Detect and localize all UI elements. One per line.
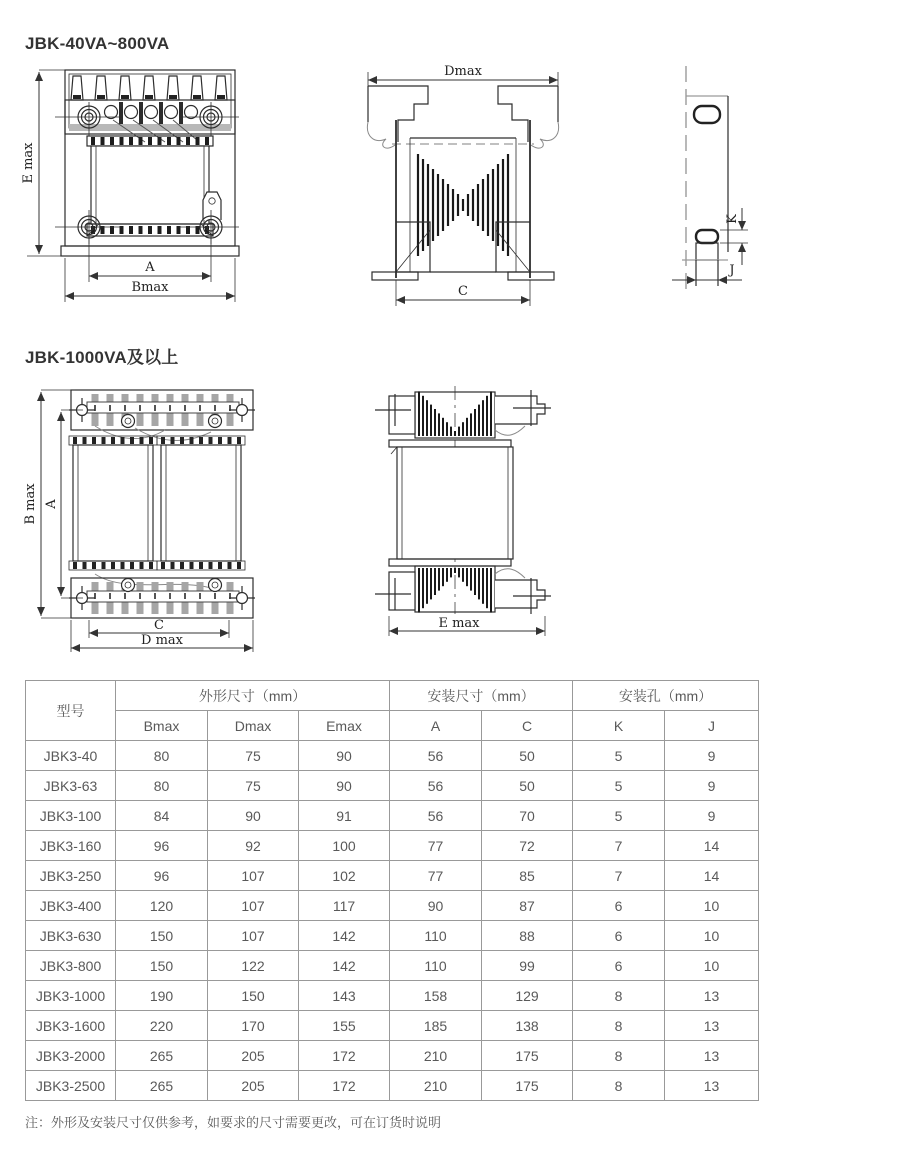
bottom-flange bbox=[389, 559, 511, 566]
top-bracket-left bbox=[375, 394, 415, 434]
value-cell: 91 bbox=[299, 801, 390, 831]
model-cell: JBK3-160 bbox=[26, 831, 116, 861]
value-cell: 143 bbox=[299, 981, 390, 1011]
value-cell: 13 bbox=[665, 1041, 759, 1071]
dim-dmax bbox=[368, 64, 558, 86]
winding-hatch bbox=[418, 154, 508, 256]
value-cell: 7 bbox=[573, 831, 665, 861]
value-cell: 80 bbox=[116, 771, 208, 801]
dim-k bbox=[720, 208, 748, 265]
dim-label-c: C bbox=[154, 618, 164, 633]
model-cell: JBK3-63 bbox=[26, 771, 116, 801]
top-flange bbox=[389, 440, 511, 447]
dim-a bbox=[89, 238, 211, 282]
lower-slot-hole bbox=[696, 230, 718, 243]
value-cell: 96 bbox=[116, 831, 208, 861]
value-cell: 75 bbox=[208, 771, 299, 801]
dim-label-a: A bbox=[145, 260, 155, 275]
value-cell: 77 bbox=[390, 831, 482, 861]
value-cell: 107 bbox=[208, 891, 299, 921]
top-bracket-right bbox=[498, 86, 559, 148]
bottom-bracket-left bbox=[375, 572, 415, 610]
value-cell: 110 bbox=[390, 921, 482, 951]
value-cell: 13 bbox=[665, 1071, 759, 1101]
model-cell: JBK3-2500 bbox=[26, 1071, 116, 1101]
value-cell: 9 bbox=[665, 741, 759, 771]
terminal-pins bbox=[71, 76, 227, 100]
value-cell: 158 bbox=[390, 981, 482, 1011]
coil-cylinder bbox=[397, 447, 513, 559]
value-cell: 210 bbox=[390, 1071, 482, 1101]
value-cell: 50 bbox=[482, 771, 573, 801]
value-cell: 70 bbox=[482, 801, 573, 831]
value-cell: 265 bbox=[116, 1041, 208, 1071]
table-body bbox=[26, 741, 759, 1101]
header-c: C bbox=[482, 711, 573, 741]
value-cell: 10 bbox=[665, 921, 759, 951]
dim-label-bmax: B max bbox=[23, 483, 38, 525]
value-cell: 150 bbox=[208, 981, 299, 1011]
value-cell: 10 bbox=[665, 951, 759, 981]
value-cell: 5 bbox=[573, 801, 665, 831]
dim-emax bbox=[389, 616, 545, 636]
model-cell: JBK3-630 bbox=[26, 921, 116, 951]
value-cell: 88 bbox=[482, 921, 573, 951]
table-row bbox=[26, 1041, 759, 1071]
section-title-small-models: JBK-40VA~800VA bbox=[25, 34, 170, 53]
model-cell: JBK3-250 bbox=[26, 861, 116, 891]
value-cell: 220 bbox=[116, 1011, 208, 1041]
value-cell: 8 bbox=[573, 1011, 665, 1041]
value-cell: 129 bbox=[482, 981, 573, 1011]
section-title-large-models: JBK-1000VA及以上 bbox=[25, 348, 179, 367]
header-a: A bbox=[390, 711, 482, 741]
dim-label-emax: E max bbox=[438, 616, 480, 631]
value-cell: 6 bbox=[573, 951, 665, 981]
top-bracket-left bbox=[367, 86, 428, 148]
value-cell: 99 bbox=[482, 951, 573, 981]
header-bmax: Bmax bbox=[116, 711, 208, 741]
table-row bbox=[26, 891, 759, 921]
dim-label-dmax: D max bbox=[141, 633, 183, 648]
dimensions-table bbox=[25, 680, 759, 1101]
large-front-view-drawing bbox=[25, 382, 260, 654]
value-cell: 13 bbox=[665, 981, 759, 1011]
value-cell: 8 bbox=[573, 1041, 665, 1071]
value-cell: 5 bbox=[573, 771, 665, 801]
dim-c bbox=[396, 280, 530, 306]
model-cell: JBK3-100 bbox=[26, 801, 116, 831]
top-bracket-right bbox=[495, 390, 551, 435]
value-cell: 7 bbox=[573, 861, 665, 891]
header-outline-dimensions: 外形尺寸（mm） bbox=[116, 681, 390, 711]
dim-label-dmax: Dmax bbox=[444, 64, 482, 79]
header-j: J bbox=[665, 711, 759, 741]
upper-slot-hole bbox=[694, 106, 720, 123]
terminal-holes bbox=[105, 102, 198, 124]
value-cell: 8 bbox=[573, 1071, 665, 1101]
table-row bbox=[26, 771, 759, 801]
value-cell: 13 bbox=[665, 1011, 759, 1041]
value-cell: 102 bbox=[299, 861, 390, 891]
footnote: 注：外形及安装尺寸仅供参考，如要求的尺寸需要更改，可在订货时说明 bbox=[25, 1115, 442, 1130]
model-cell: JBK3-800 bbox=[26, 951, 116, 981]
value-cell: 90 bbox=[299, 741, 390, 771]
table-row bbox=[26, 921, 759, 951]
value-cell: 185 bbox=[390, 1011, 482, 1041]
value-cell: 172 bbox=[299, 1071, 390, 1101]
value-cell: 6 bbox=[573, 891, 665, 921]
value-cell: 72 bbox=[482, 831, 573, 861]
foot-block bbox=[696, 243, 718, 260]
small-side-view-drawing bbox=[352, 60, 574, 310]
dim-label-k: K bbox=[725, 214, 740, 224]
value-cell: 172 bbox=[299, 1041, 390, 1071]
large-side-view-drawing bbox=[345, 382, 555, 650]
value-cell: 142 bbox=[299, 921, 390, 951]
dim-j bbox=[672, 263, 742, 280]
model-cell: JBK3-2000 bbox=[26, 1041, 116, 1071]
value-cell: 77 bbox=[390, 861, 482, 891]
value-cell: 122 bbox=[208, 951, 299, 981]
value-cell: 84 bbox=[116, 801, 208, 831]
value-cell: 190 bbox=[116, 981, 208, 1011]
small-profile-view-drawing bbox=[662, 60, 774, 310]
value-cell: 138 bbox=[482, 1011, 573, 1041]
table-row bbox=[26, 981, 759, 1011]
dim-label-bmax: Bmax bbox=[131, 280, 169, 295]
value-cell: 107 bbox=[208, 921, 299, 951]
value-cell: 87 bbox=[482, 891, 573, 921]
model-cell: JBK3-40 bbox=[26, 741, 116, 771]
value-cell: 90 bbox=[208, 801, 299, 831]
value-cell: 14 bbox=[665, 831, 759, 861]
value-cell: 9 bbox=[665, 771, 759, 801]
header-emax: Emax bbox=[299, 711, 390, 741]
value-cell: 150 bbox=[116, 921, 208, 951]
value-cell: 50 bbox=[482, 741, 573, 771]
coil-body bbox=[91, 146, 209, 224]
model-cell: JBK3-400 bbox=[26, 891, 116, 921]
model-cell: JBK3-1000 bbox=[26, 981, 116, 1011]
small-front-view-drawing bbox=[21, 60, 240, 312]
header-model: 型号 bbox=[26, 681, 116, 741]
value-cell: 56 bbox=[390, 771, 482, 801]
value-cell: 90 bbox=[299, 771, 390, 801]
header-dmax: Dmax bbox=[208, 711, 299, 741]
value-cell: 56 bbox=[390, 801, 482, 831]
value-cell: 170 bbox=[208, 1011, 299, 1041]
dim-label-c: C bbox=[458, 284, 468, 299]
value-cell: 155 bbox=[299, 1011, 390, 1041]
value-cell: 56 bbox=[390, 741, 482, 771]
model-cell: JBK3-1600 bbox=[26, 1011, 116, 1041]
bottom-bracket-right bbox=[495, 569, 551, 614]
value-cell: 85 bbox=[482, 861, 573, 891]
table-row bbox=[26, 801, 759, 831]
dim-label-emax: E max bbox=[21, 142, 36, 184]
value-cell: 14 bbox=[665, 861, 759, 891]
bottom-bracket-left bbox=[372, 222, 430, 280]
header-k: K bbox=[573, 711, 665, 741]
value-cell: 10 bbox=[665, 891, 759, 921]
value-cell: 117 bbox=[299, 891, 390, 921]
value-cell: 150 bbox=[116, 951, 208, 981]
table-row bbox=[26, 831, 759, 861]
value-cell: 205 bbox=[208, 1071, 299, 1101]
value-cell: 205 bbox=[208, 1041, 299, 1071]
value-cell: 90 bbox=[390, 891, 482, 921]
coil-left bbox=[73, 445, 153, 561]
value-cell: 210 bbox=[390, 1041, 482, 1071]
value-cell: 120 bbox=[116, 891, 208, 921]
value-cell: 175 bbox=[482, 1071, 573, 1101]
value-cell: 110 bbox=[390, 951, 482, 981]
value-cell: 9 bbox=[665, 801, 759, 831]
dim-label-j: J bbox=[729, 263, 735, 278]
table-row bbox=[26, 1011, 759, 1041]
value-cell: 92 bbox=[208, 831, 299, 861]
value-cell: 96 bbox=[116, 861, 208, 891]
header-mounting-holes: 安装孔（mm） bbox=[573, 681, 759, 711]
value-cell: 80 bbox=[116, 741, 208, 771]
value-cell: 175 bbox=[482, 1041, 573, 1071]
value-cell: 265 bbox=[116, 1071, 208, 1101]
table-row bbox=[26, 741, 759, 771]
table-header bbox=[26, 681, 759, 741]
table-row bbox=[26, 1071, 759, 1101]
table-row bbox=[26, 951, 759, 981]
value-cell: 75 bbox=[208, 741, 299, 771]
dim-label-a: A bbox=[44, 499, 59, 509]
table-row bbox=[26, 861, 759, 891]
value-cell: 142 bbox=[299, 951, 390, 981]
bottom-bracket-right bbox=[496, 222, 554, 280]
value-cell: 8 bbox=[573, 981, 665, 1011]
coil-right bbox=[161, 445, 241, 561]
base-plate bbox=[61, 246, 239, 256]
value-cell: 5 bbox=[573, 741, 665, 771]
value-cell: 6 bbox=[573, 921, 665, 951]
value-cell: 107 bbox=[208, 861, 299, 891]
value-cell: 100 bbox=[299, 831, 390, 861]
header-mounting-dimensions: 安装尺寸（mm） bbox=[390, 681, 573, 711]
